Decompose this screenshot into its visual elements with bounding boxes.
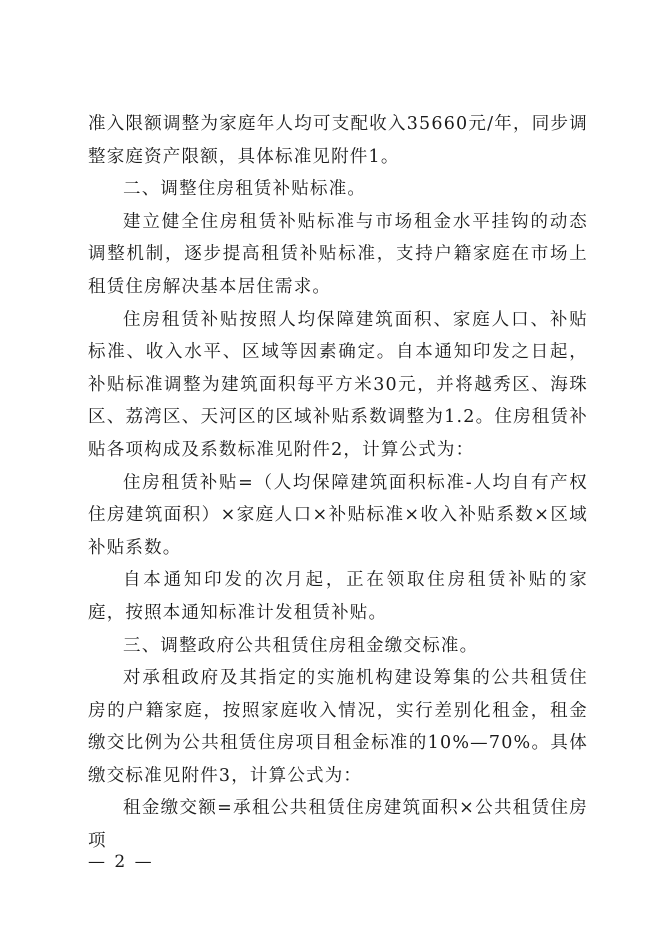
paragraph-subsidy-factors: 住房租赁补贴按照人均保障建筑面积、家庭人口、补贴标准、收入水平、区域等因素确定。自本通知印发之日起，补贴标准调整为建筑面积每平方米30元，并将越秀区、海珠区、荔湾区、天河区的区域补贴系数调整为1.2。住房租赁补贴各项构成及系数标准见附件2，计算公式为：	[88, 309, 588, 460]
document-body	[88, 108, 588, 858]
page-number: — 2 —	[88, 852, 154, 872]
section-heading-public-rent: 三、调整政府公共租赁住房租金缴交标准。	[123, 635, 479, 656]
paragraph-subsidy-effective: 自本通知印发的次月起，正在领取住房租赁补贴的家庭，按照本通知标准计发租赁补贴。	[88, 570, 588, 623]
section-heading-rental-subsidy: 二、调整住房租赁补贴标准。	[123, 179, 367, 200]
paragraph-differentiated-rent: 对承租政府及其指定的实施机构建设筹集的公共租赁住房的户籍家庭，按照家庭收入情况，实行差别化租金，租金缴交比例为公共租赁住房项目租金标准的10%—70%。具体缴交标准见附件3，计算公式为：	[88, 668, 588, 786]
paragraph-income-limit: 准入限额调整为家庭年人均可支配收入35660元/年，同步调整家庭资产限额，具体标准见附件1。	[88, 114, 588, 167]
paragraph-subsidy-formula: 住房租赁补贴=（人均保障建筑面积标准-人均自有产权住房建筑面积）×家庭人口×补贴标准×收入补贴系数×区域补贴系数。	[88, 472, 588, 558]
paragraph-rent-formula: 租金缴交额=承租公共租赁住房建筑面积×公共租赁住房项	[88, 798, 588, 852]
paragraph-dynamic-mechanism: 建立健全住房租赁补贴标准与市场租金水平挂钩的动态调整机制，逐步提高租赁补贴标准，支持户籍家庭在市场上租赁住房解决基本居住需求。	[88, 211, 588, 297]
